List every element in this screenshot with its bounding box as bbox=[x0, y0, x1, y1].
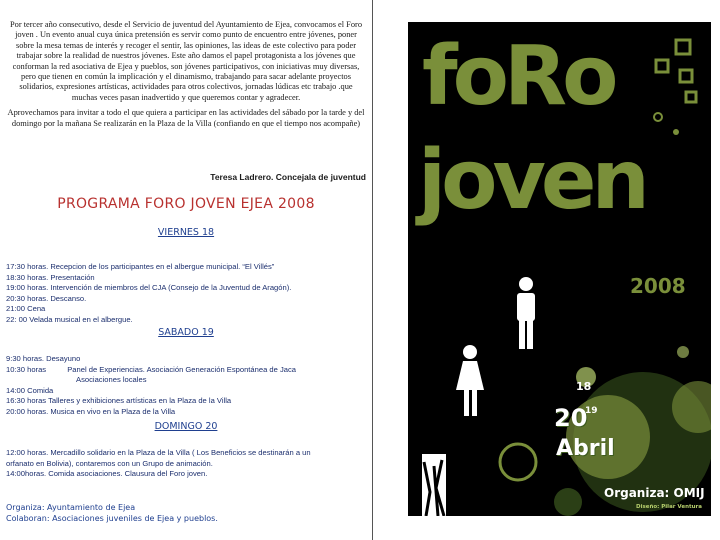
poster-month: Abril bbox=[556, 436, 615, 461]
schedule-item: 17:30 horas. Recepcion de los participantes en el albergue municipal. “El Villés” bbox=[6, 262, 275, 271]
poster-title-foro: foRo bbox=[422, 29, 614, 124]
poster-design-credit: Diseño: Pilar Ventura bbox=[636, 504, 702, 510]
female-figure-icon bbox=[456, 345, 484, 416]
decor-circle bbox=[677, 346, 689, 358]
schedule-item: Asociaciones locales bbox=[76, 375, 147, 385]
poster-organizer: Organiza: OMIJ bbox=[604, 486, 705, 500]
invitation-paragraph: Aprovechamos para invitar a todo el que quiera a participar en las actividades del sábado por la tarde y del domingo por la mañana Se realizarán en la Plaza de la Villa (confiando en que el tiempo nos acompañe) bbox=[7, 108, 365, 128]
saturday-schedule bbox=[6, 354, 368, 418]
intro-paragraph: Por tercer año consecutivo, desde el Servicio de juventud del Ayuntamiento de Ejea, convocamos el Foro joven . Un evento anual cuya única pretensión es servir como punto de encuentro entre jóvenes, poner sobre la mesa temas de interés y recoger el sentir, las opiniones, las ideas de este colectivo para poder trabajar sobre la realidad de nuestros jóvenes. Este año damos el papel protagonista a los jóvenes que conforman la red asociativa de Ejea y pueblos, son jóvenes participativos, con iniciativas muy diversas, pero que tienen en común la implicación y el dinamismo, trabajando para sacar adelante proyectos solidarios, expresiones artísticas, actividades para otros colectivos, jornadas lúdicas etc trabajo .que muchas veces pasan inadvertido y que queremos contar y agradecer. bbox=[9, 20, 363, 102]
schedule-item: 19:00 horas. Intervención de miembros del CJA (Consejo de la Juventud de Aragón). bbox=[6, 283, 292, 293]
schedule-item: orfanato en Bolivia), contaremos con un Grupo de animación. bbox=[6, 458, 213, 468]
silhouette-photo bbox=[422, 454, 446, 516]
schedule-item: 14:00horas. Comida asociaciones. Clausura del Foro joven. bbox=[6, 469, 208, 479]
decor-circle bbox=[554, 488, 582, 516]
program-title: PROGRAMA FORO JOVEN EJEA 2008 bbox=[57, 196, 315, 212]
schedule-item: 18:30 horas. Presentación bbox=[6, 272, 95, 282]
page-divider bbox=[372, 0, 373, 540]
schedule-item: 14:00 Comida bbox=[6, 385, 54, 395]
foro-joven-poster bbox=[408, 22, 711, 516]
decor-circle bbox=[673, 129, 679, 135]
decor-circle bbox=[654, 113, 662, 121]
intro-text bbox=[6, 20, 366, 134]
poster-day-18: 18 bbox=[576, 380, 592, 393]
schedule-item: 16:30 horas Talleres y exhibiciones artísticas en la Plaza de la Villa bbox=[6, 396, 232, 406]
poster-day-19: 19 bbox=[585, 406, 598, 416]
signature: Teresa Ladrero. Concejala de juventud bbox=[210, 172, 366, 182]
schedule-item: 20:00 horas. Musica en vivo en la Plaza de la Villa bbox=[6, 406, 176, 416]
schedule-item: 22: 00 Velada musical en el albergue. bbox=[6, 314, 133, 324]
schedule-item: 9:30 horas. Desayuno bbox=[6, 354, 81, 363]
schedule-item: 20:30 horas. Descanso. bbox=[6, 293, 87, 303]
poster-year: 2008 bbox=[630, 274, 686, 298]
collaborators-line: Colaboran: Asociaciones juveniles de Ejea y pueblos. bbox=[6, 514, 218, 523]
day-heading-saturday: SABADO 19 bbox=[158, 327, 214, 338]
friday-schedule bbox=[6, 262, 368, 326]
decor-circle bbox=[500, 444, 536, 480]
decor-squares bbox=[656, 40, 696, 102]
schedule-item: 10:30 horas Panel de Experiencias. Asociación Generación Espontánea de Jaca bbox=[6, 364, 297, 374]
schedule-item: 21:00 Cena bbox=[6, 304, 46, 314]
sunday-schedule bbox=[6, 448, 368, 480]
schedule-item: 12:00 horas. Mercadillo solidario en la Plaza de la Villa ( Los Beneficios se destinarán a un bbox=[6, 448, 311, 457]
credits bbox=[6, 502, 218, 524]
poster-day-20: 20 bbox=[554, 404, 588, 432]
day-heading-sunday: DOMINGO 20 bbox=[154, 421, 218, 432]
day-heading-friday: VIERNES 18 bbox=[157, 227, 215, 238]
organizer-line: Organiza: Ayuntamiento de Ejea bbox=[6, 503, 136, 512]
male-figure-icon bbox=[517, 277, 535, 349]
poster-title-joven: joven bbox=[418, 133, 645, 228]
